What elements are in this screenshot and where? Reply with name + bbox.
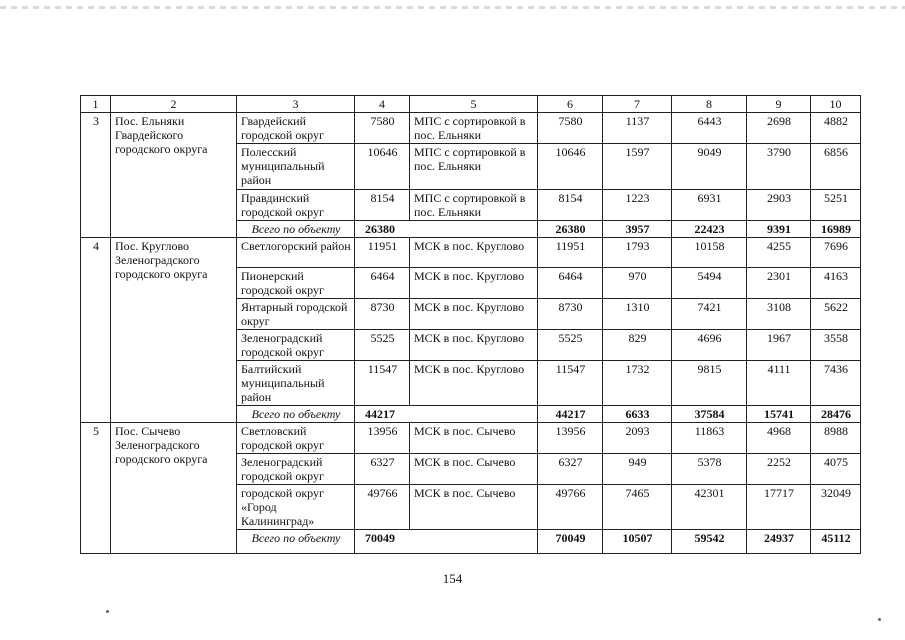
column-header: 7 [603,96,672,113]
value-cell: 7580 [355,113,410,144]
value-cell: 42301 [672,485,747,530]
total-value: 6633 [603,406,672,423]
facility-cell: МСК в пос. Сычево [410,485,538,530]
value-cell: 6464 [538,268,603,299]
total-label: Всего по объекту [237,221,355,238]
value-cell: 1793 [603,238,672,268]
page-number: 154 [442,571,463,586]
value-cell: 6327 [538,454,603,485]
facility-cell: МПС с сортировкой в пос. Ельняки [410,113,538,144]
municipality-cell: Гвардейский городской округ [237,113,355,144]
group-number: 5 [81,423,111,554]
facility-cell: МСК в пос. Сычево [410,423,538,454]
value-cell: 11547 [538,361,603,406]
facility-cell: МПС с сортировкой в пос. Ельняки [410,190,538,221]
column-header: 8 [672,96,747,113]
value-cell: 10646 [538,144,603,190]
value-cell: 8730 [355,299,410,330]
value-cell: 10158 [672,238,747,268]
value-cell: 5525 [355,330,410,361]
value-cell: 1732 [603,361,672,406]
column-header: 1 [81,96,111,113]
value-cell: 49766 [355,485,410,530]
total-value: 70049 [355,530,538,554]
facility-cell: МСК в пос. Круглово [410,330,538,361]
group-name: Пос. Ельняки Гвардейского городского округа [111,113,237,238]
value-cell: 3558 [811,330,861,361]
municipality-cell: городской округ «Город Калининград» [237,485,355,530]
total-value: 22423 [672,221,747,238]
group-number: 4 [81,238,111,423]
value-cell: 11863 [672,423,747,454]
value-cell: 3108 [747,299,811,330]
value-cell: 1223 [603,190,672,221]
facility-cell: МСК в пос. Круглово [410,361,538,406]
value-cell: 6464 [355,268,410,299]
value-cell: 11951 [538,238,603,268]
municipality-cell: Балтийский муниципальный район [237,361,355,406]
data-table [80,95,861,554]
value-cell: 7580 [538,113,603,144]
value-cell: 6327 [355,454,410,485]
facility-cell: МСК в пос. Сычево [410,454,538,485]
value-cell: 2301 [747,268,811,299]
column-header: 3 [237,96,355,113]
group-number: 3 [81,113,111,238]
total-value: 26380 [538,221,603,238]
column-header: 5 [410,96,538,113]
total-value: 44217 [355,406,538,423]
value-cell: 5251 [811,190,861,221]
value-cell: 949 [603,454,672,485]
column-header: 9 [747,96,811,113]
total-label: Всего по объекту [237,406,355,423]
facility-cell: МСК в пос. Круглово [410,238,538,268]
value-cell: 13956 [538,423,603,454]
column-header: 4 [355,96,410,113]
total-value: 70049 [538,530,603,554]
value-cell: 11951 [355,238,410,268]
value-cell: 5494 [672,268,747,299]
facility-cell: МПС с сортировкой в пос. Ельняки [410,144,538,190]
value-cell: 1967 [747,330,811,361]
value-cell: 7436 [811,361,861,406]
value-cell: 17717 [747,485,811,530]
value-cell: 49766 [538,485,603,530]
value-cell: 2698 [747,113,811,144]
value-cell: 4075 [811,454,861,485]
total-value: 3957 [603,221,672,238]
scan-speck [106,610,109,613]
municipality-cell: Полесский муниципальный район [237,144,355,190]
value-cell: 9049 [672,144,747,190]
value-cell: 5378 [672,454,747,485]
municipality-cell: Светлогорский район [237,238,355,268]
total-value: 24937 [747,530,811,554]
facility-cell: МСК в пос. Круглово [410,268,538,299]
column-header: 10 [811,96,861,113]
header-row [81,96,861,113]
value-cell: 7421 [672,299,747,330]
value-cell: 4163 [811,268,861,299]
value-cell: 9815 [672,361,747,406]
total-value: 59542 [672,530,747,554]
total-value: 26380 [355,221,538,238]
value-cell: 4968 [747,423,811,454]
value-cell: 32049 [811,485,861,530]
value-cell: 11547 [355,361,410,406]
value-cell: 1597 [603,144,672,190]
total-value: 16989 [811,221,861,238]
value-cell: 4111 [747,361,811,406]
value-cell: 5622 [811,299,861,330]
value-cell: 829 [603,330,672,361]
value-cell: 8988 [811,423,861,454]
total-label: Всего по объекту [237,530,355,554]
value-cell: 4882 [811,113,861,144]
scan-artifact-top [0,6,905,9]
column-header: 6 [538,96,603,113]
municipality-cell: Янтарный городской округ [237,299,355,330]
municipality-cell: Зеленоградский городской округ [237,330,355,361]
value-cell: 6443 [672,113,747,144]
value-cell: 2903 [747,190,811,221]
value-cell: 4696 [672,330,747,361]
value-cell: 970 [603,268,672,299]
scan-speck [878,618,881,621]
municipality-cell: Зеленоградский городской округ [237,454,355,485]
value-cell: 2252 [747,454,811,485]
value-cell: 1137 [603,113,672,144]
value-cell: 8730 [538,299,603,330]
value-cell: 6856 [811,144,861,190]
value-cell: 13956 [355,423,410,454]
total-value: 28476 [811,406,861,423]
value-cell: 5525 [538,330,603,361]
value-cell: 8154 [355,190,410,221]
value-cell: 4255 [747,238,811,268]
value-cell: 1310 [603,299,672,330]
table-row [81,113,861,144]
column-header: 2 [111,96,237,113]
table-row [81,423,861,454]
municipality-cell: Пионерский городской округ [237,268,355,299]
value-cell: 10646 [355,144,410,190]
value-cell: 7465 [603,485,672,530]
group-name: Пос. Сычево Зеленоградского городского округа [111,423,237,554]
value-cell: 7696 [811,238,861,268]
total-value: 45112 [811,530,861,554]
value-cell: 3790 [747,144,811,190]
value-cell: 8154 [538,190,603,221]
total-value: 10507 [603,530,672,554]
group-name: Пос. Круглово Зеленоградского городского округа [111,238,237,423]
table-row [81,238,861,268]
value-cell: 2093 [603,423,672,454]
facility-cell: МСК в пос. Круглово [410,299,538,330]
total-value: 9391 [747,221,811,238]
municipality-cell: Правдинский городской округ [237,190,355,221]
total-value: 37584 [672,406,747,423]
total-value: 44217 [538,406,603,423]
total-value: 15741 [747,406,811,423]
municipality-cell: Светловский городской округ [237,423,355,454]
value-cell: 6931 [672,190,747,221]
